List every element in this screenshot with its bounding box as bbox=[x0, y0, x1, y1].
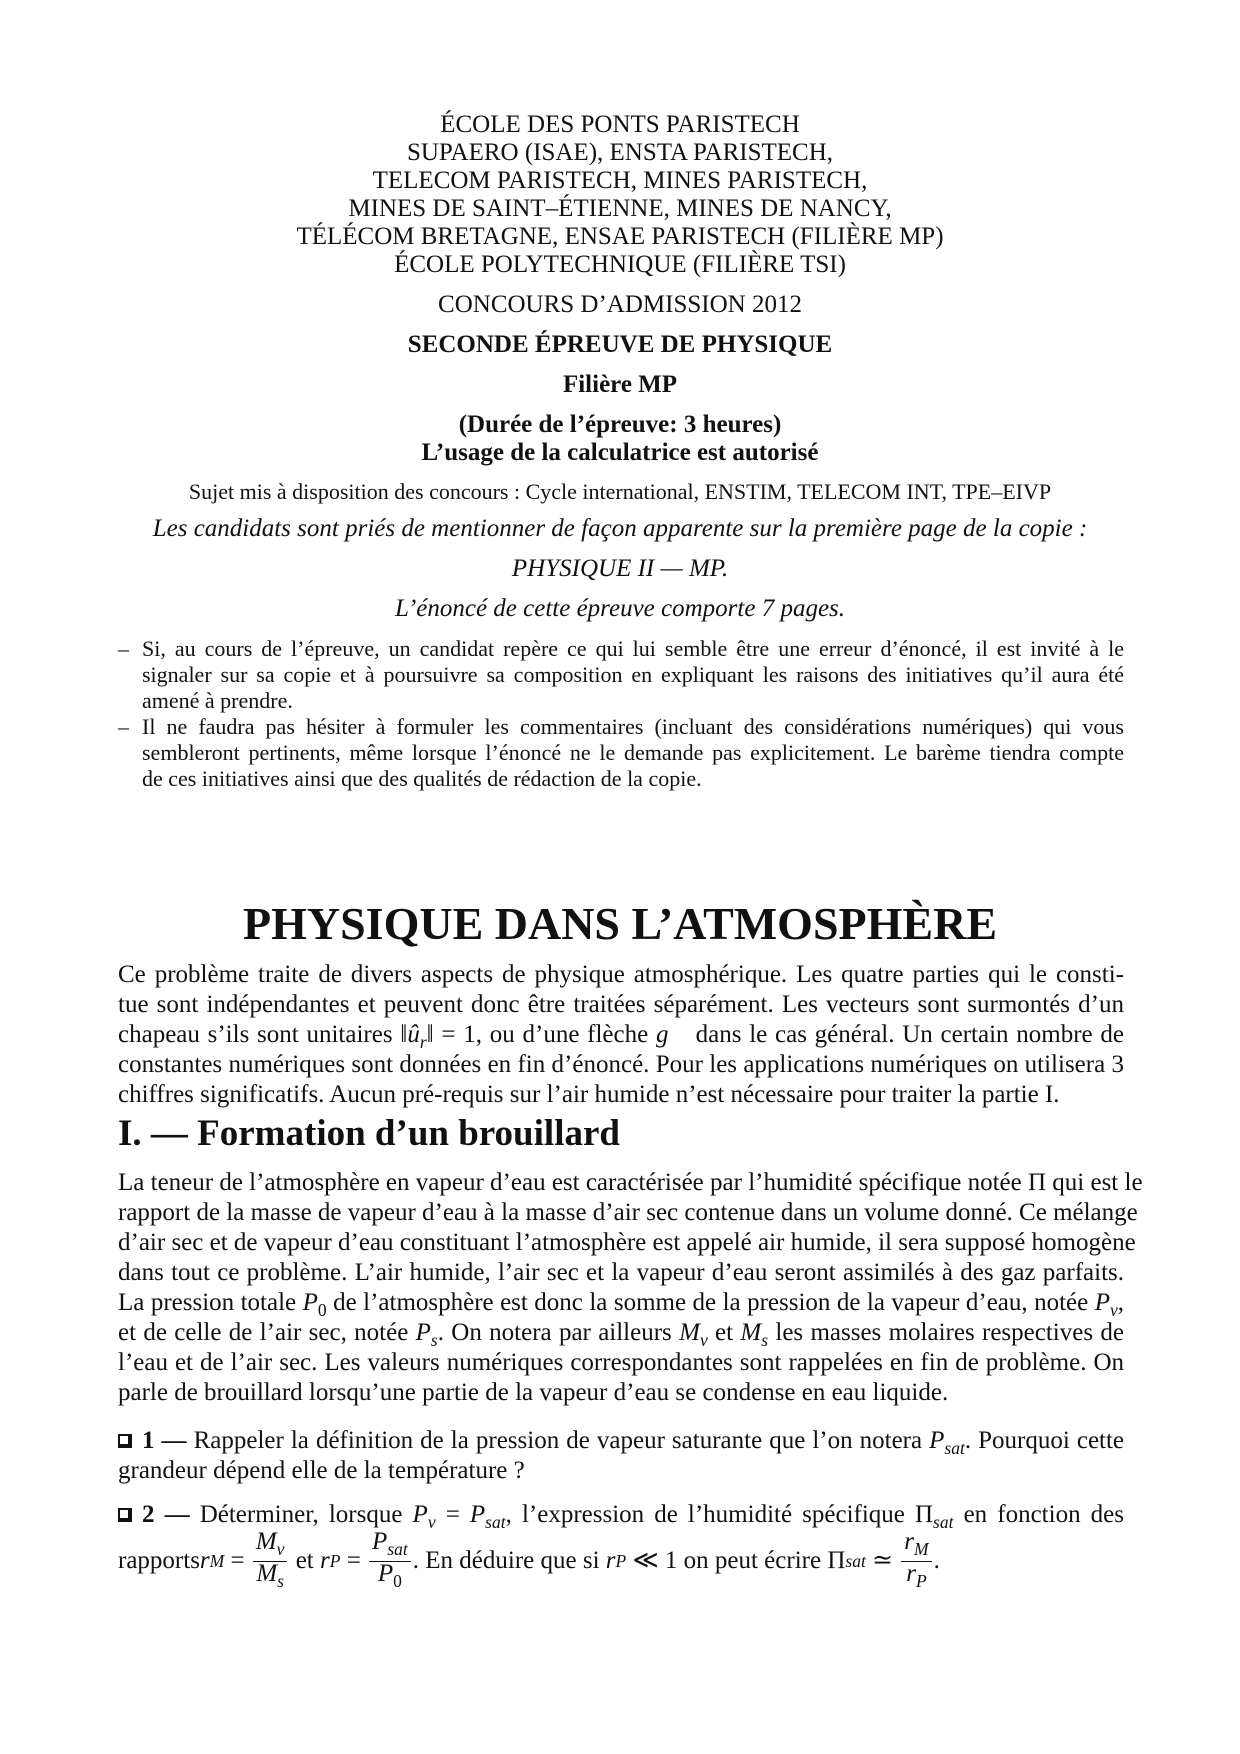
section-text: . On notera par ailleurs bbox=[437, 1319, 680, 1346]
equals-sign: = bbox=[435, 1501, 470, 1528]
fraction-rm bbox=[253, 1527, 288, 1593]
symbol-r: r bbox=[904, 1527, 915, 1555]
symbol-p: P bbox=[415, 1319, 431, 1346]
section-line: parle de brouillard lorsqu’une partie de la vapeur d’eau se condense en eau liquide. bbox=[118, 1379, 949, 1406]
intro-line bbox=[118, 1020, 1124, 1050]
symbol-p: P bbox=[469, 1501, 486, 1528]
symbol-p: P bbox=[1094, 1289, 1110, 1316]
subscript: sat bbox=[387, 1538, 408, 1559]
section-line: d’air sec et de vapeur d’eau constituant l’atmosphère est appelé air humide, il sera supposé homogène bbox=[118, 1229, 1136, 1256]
question-text: Rappeler la définition de la pression de vapeur saturante que l’on notera bbox=[193, 1427, 930, 1454]
subscript: P bbox=[915, 1570, 927, 1591]
section-line bbox=[118, 1318, 1124, 1348]
question-text: rapports bbox=[118, 1547, 200, 1574]
question-text: ≪ 1 on peut écrire bbox=[626, 1547, 828, 1574]
instruction-line: sembleront pertinents, même lorsque l’énoncé ne le demande pas explicitement. Le barème tiendra compte bbox=[142, 740, 1124, 765]
symbol-r: r bbox=[906, 1559, 916, 1587]
question-2 bbox=[118, 1500, 1124, 1590]
question-number: 2 — bbox=[142, 1501, 190, 1528]
copy-label: PHYSIQUE II — MP. bbox=[511, 555, 729, 582]
period: . bbox=[933, 1547, 940, 1574]
question-text: en fonction des bbox=[953, 1501, 1124, 1528]
school-line-4: MINES DE SAINT–ÉTIENNE, MINES DE NANCY, bbox=[348, 195, 892, 222]
subject-note: Sujet mis à disposition des concours : Cycle international, ENSTIM, TELECOM INT, TPE–EIVP bbox=[188, 479, 1052, 504]
instruction-line: de ces initiatives ainsi que des qualités de rédaction de la copie. bbox=[142, 766, 702, 791]
instruction-item bbox=[118, 714, 1124, 792]
approx-sign: ≃ bbox=[865, 1547, 900, 1574]
school-line-6: ÉCOLE POLYTECHNIQUE (FILIÈRE TSI) bbox=[394, 251, 846, 278]
subscript: v bbox=[427, 1512, 436, 1532]
school-line-3: TELECOM PARISTECH, MINES PARISTECH, bbox=[372, 167, 868, 194]
symbol-m: M bbox=[256, 1559, 278, 1587]
subscript: s bbox=[430, 1330, 438, 1350]
equals-sign: = bbox=[224, 1547, 251, 1574]
intro-text: chapeau s’ils sont unitaires bbox=[118, 1021, 401, 1048]
symbol-p: P bbox=[929, 1427, 945, 1454]
subscript: sat bbox=[944, 1438, 965, 1458]
section-line: rapport de la masse de vapeur d’eau à la masse d’air sec contenue dans un volume donné. Ce mélange bbox=[118, 1199, 1138, 1226]
candidates-note: Les candidats sont priés de mentionner de façon apparente sur la première page de la copie : bbox=[152, 515, 1088, 542]
school-line-1: ÉCOLE DES PONTS PARISTECH bbox=[440, 111, 800, 138]
section-line: l’eau et de l’air sec. Les valeurs numériques correspondantes sont rappelées en fin de problème. On bbox=[118, 1349, 1124, 1376]
instruction-line: Si, au cours de l’épreuve, un candidat repère ce qui lui semble être une erreur d’énoncé, il est invité à le bbox=[142, 636, 1124, 661]
intro-text: dans le cas général. Un certain nombre de bbox=[687, 1021, 1124, 1048]
contest-title: CONCOURS D’ADMISSION 2012 bbox=[438, 291, 802, 318]
question-text: . Pourquoi cette bbox=[964, 1427, 1125, 1454]
symbol-r: r bbox=[320, 1547, 330, 1574]
question-line bbox=[118, 1527, 1124, 1591]
question-line bbox=[118, 1426, 1124, 1456]
subscript: sat bbox=[933, 1512, 954, 1532]
norm-subscript: r bbox=[419, 1032, 427, 1052]
question-text: , l’expression de l’humidité spécifique bbox=[505, 1501, 915, 1528]
symbol-r: r bbox=[605, 1547, 616, 1574]
bullet-dash: – bbox=[118, 714, 129, 739]
instruction-line: signaler sur sa copie et à poursuivre sa composition en expliquant les raisons des initiatives qu’il aura été bbox=[142, 662, 1124, 687]
symbol-p: P bbox=[412, 1501, 428, 1528]
symbol-pi: Π bbox=[827, 1547, 846, 1574]
question-1 bbox=[118, 1426, 1124, 1486]
question-text: Déterminer, lorsque bbox=[199, 1501, 413, 1528]
school-line-5: TÉLÉCOM BRETAGNE, ENSAE PARISTECH (FILIÈRE MP) bbox=[296, 223, 944, 250]
question-line: grandeur dépend elle de la température ? bbox=[118, 1457, 525, 1484]
fraction-approx bbox=[901, 1527, 931, 1593]
instructions-list bbox=[118, 636, 1124, 792]
intro-paragraph bbox=[118, 960, 1124, 1110]
symbol-m: M bbox=[679, 1319, 700, 1346]
equals-sign: = bbox=[340, 1547, 368, 1574]
symbol-pi: Π bbox=[914, 1501, 934, 1528]
section-heading: I. — Formation d’un brouillard bbox=[118, 1113, 620, 1154]
problem-title: PHYSIQUE DANS L’ATMOSPHÈRE bbox=[242, 898, 997, 949]
question-text: et bbox=[289, 1547, 320, 1574]
section-text: les masses molaires respectives de bbox=[768, 1319, 1124, 1346]
symbol-r: r bbox=[199, 1547, 210, 1574]
duration-label: (Durée de l’épreuve: 3 heures) bbox=[458, 411, 782, 438]
subscript: v bbox=[699, 1330, 708, 1350]
subscript: s bbox=[761, 1330, 769, 1350]
checkbox-icon bbox=[118, 1434, 132, 1448]
subscript: v bbox=[1109, 1300, 1118, 1320]
pages-note: L’énoncé de cette épreuve comporte 7 pages. bbox=[394, 595, 846, 622]
track-label: Filière MP bbox=[562, 371, 678, 398]
fraction-rp bbox=[369, 1527, 411, 1593]
subscript: P bbox=[329, 1551, 341, 1571]
section-text: et de celle de l’air sec, notée bbox=[118, 1319, 416, 1346]
subscript: s bbox=[277, 1570, 284, 1591]
calculator-note: L’usage de la calculatrice est autorisé bbox=[421, 439, 819, 466]
intro-line: constantes numériques sont données en fin d’énoncé. Pour les applications numériques on utilisera 3 bbox=[118, 1051, 1124, 1078]
intro-line: Ce problème traite de divers aspects de physique atmosphérique. Les quatre parties qui le consti- bbox=[118, 961, 1124, 988]
question-line bbox=[118, 1500, 1124, 1530]
symbol-m: M bbox=[255, 1527, 277, 1555]
instruction-line: amené à prendre. bbox=[142, 688, 293, 713]
subscript: P bbox=[615, 1551, 627, 1571]
bullet-dash: – bbox=[118, 636, 129, 661]
instruction-line: Il ne faudra pas hésiter à formuler les commentaires (incluant des considérations numériques) qui vous bbox=[142, 714, 1124, 739]
exam-title: SECONDE ÉPREUVE DE PHYSIQUE bbox=[407, 331, 833, 358]
section-line: dans tout ce problème. L’air humide, l’air sec et la vapeur d’eau seront assimilés à des gaz parfaits. bbox=[118, 1259, 1124, 1286]
subscript: M bbox=[914, 1538, 929, 1559]
school-line-2: SUPAERO (ISAE), ENSTA PARISTECH, bbox=[406, 139, 834, 166]
subscript: v bbox=[276, 1538, 285, 1559]
symbol-p: P bbox=[377, 1559, 394, 1587]
section-text: La pression totale bbox=[118, 1289, 303, 1316]
instruction-item bbox=[118, 636, 1124, 714]
subscript: 0 bbox=[317, 1300, 327, 1320]
section-line: La pression totale $P_0$ de l’atmosphère est donc la somme de la pression de la vapeur d’eau, notée $P_v$, bbox=[118, 1289, 1124, 1320]
subscript: sat bbox=[485, 1512, 506, 1532]
section-paragraph bbox=[118, 1168, 1143, 1408]
norm-end: ‖ = 1 bbox=[426, 1021, 476, 1048]
norm-symbol: ‖û bbox=[400, 1021, 420, 1048]
intro-line: chiffres significatifs. Aucun pré-requis sur l’air humide n’est nécessaire pour traiter la partie I. bbox=[118, 1081, 1060, 1108]
question-number: 1 — bbox=[142, 1427, 187, 1454]
symbol-p: P bbox=[372, 1527, 388, 1555]
subscript: 0 bbox=[393, 1570, 402, 1591]
section-text: de l’atmosphère est donc la somme de la pression de la vapeur d’eau, notée bbox=[326, 1289, 1095, 1316]
intro-text: , ou d’une flèche bbox=[475, 1021, 656, 1048]
subscript: M bbox=[209, 1551, 225, 1571]
section-line: La teneur de l’atmosphère en vapeur d’eau est caractérisée par l’humidité spécifique notée Π qui est le bbox=[118, 1169, 1143, 1196]
section-text: et bbox=[707, 1319, 741, 1346]
symbol-m: M bbox=[740, 1319, 762, 1346]
symbol-p: P bbox=[302, 1289, 318, 1316]
checkbox-icon bbox=[118, 1508, 132, 1522]
subscript: sat bbox=[845, 1551, 866, 1571]
vector-g: g⃗ bbox=[655, 1021, 688, 1048]
question-text: . En déduire que si bbox=[412, 1547, 606, 1574]
intro-line: tue sont indépendantes et peuvent donc être traitées séparément. Les vecteurs sont surmontés d’un bbox=[118, 991, 1124, 1018]
